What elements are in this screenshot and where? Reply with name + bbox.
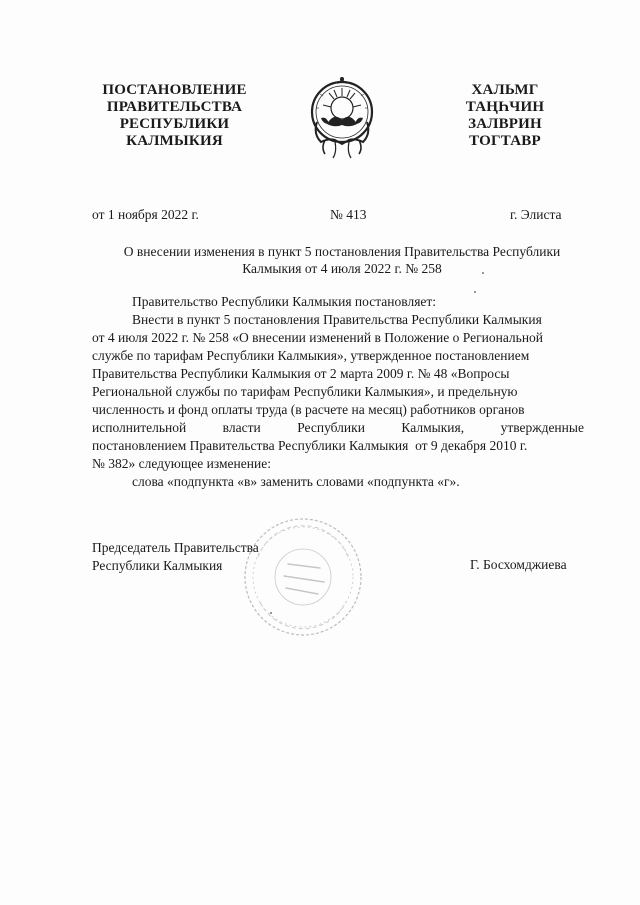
body-word: Республики: [297, 420, 365, 435]
body-text: численность и фонд оплаты труда (в расчете на месяц) работников органов: [92, 402, 525, 417]
body-text: Региональной службы по тарифам Республики Калмыкия», и предельную: [92, 384, 518, 399]
body-line: [92, 293, 584, 311]
scan-speck: [474, 291, 476, 293]
body-word: Калмыкия,: [401, 420, 465, 435]
signature-block: [92, 539, 259, 575]
body-text: Правительства Республики Калмыкия от 2 марта 2009 г. № 48 «Вопросы: [92, 366, 510, 381]
scan-speck: [270, 612, 272, 614]
office-stamp-icon: [238, 512, 368, 642]
header-right-line: ЗАЛВРИН: [468, 116, 542, 132]
body-text: Внести в пункт 5 постановления Правительства Республики Калмыкия: [132, 312, 542, 327]
body-word: власти: [222, 420, 261, 435]
body-text: № 382» следующее изменение:: [92, 456, 271, 471]
header-right-line: ТОГТАВР: [469, 133, 541, 149]
header-left-line: РЕСПУБЛИКИ: [119, 116, 230, 132]
body-line: [92, 473, 584, 491]
body-text: слова «подпункта «в» заменить словами «подпункта «г».: [132, 474, 460, 489]
body-text: от 4 июля 2022 г. № 258 «О внесении изменений в Положение о Региональной: [92, 330, 544, 345]
signer-name: Г. Босхомджиева: [470, 557, 567, 572]
body-text: Правительство Республики Калмыкия постановляет:: [132, 294, 437, 309]
document-date: от 1 ноября 2022 г.: [92, 207, 199, 222]
body-word: исполнительной: [92, 420, 187, 435]
document-body: [92, 293, 584, 491]
body-line: [92, 401, 584, 419]
header-russian-title: [92, 82, 257, 150]
signer-position-line: Республики Калмыкия: [92, 558, 223, 573]
document-meta: [0, 207, 640, 225]
body-text: постановлением Правительства Республики Калмыкия от 9 декабря 2010 г.: [92, 438, 528, 453]
header-right-line: ХАЛЬМГ: [471, 82, 539, 98]
body-line: [92, 329, 584, 347]
body-line-justified: [92, 419, 584, 437]
body-text: службе по тарифам Республики Калмыкия», утвержденное постановлением: [92, 348, 530, 363]
body-line: [92, 455, 584, 473]
body-line: [92, 437, 584, 455]
header-left-line: ПРАВИТЕЛЬСТВА: [106, 99, 243, 115]
signer-position-line: Председатель Правительства: [92, 540, 259, 555]
header-left-line: ПОСТАНОВЛЕНИЕ: [102, 82, 247, 98]
document-number: № 413: [330, 207, 367, 222]
header-kalmyk-title: [440, 82, 570, 150]
body-line: [92, 365, 584, 383]
document-title: [92, 243, 592, 277]
document-city: г. Элиста: [510, 207, 562, 222]
header-right-line: ТАҢҺЧИН: [465, 99, 545, 115]
body-line: [92, 311, 584, 329]
body-line: [92, 383, 584, 401]
scan-speck: [482, 272, 484, 274]
kalmykia-coat-of-arms-icon: [307, 72, 377, 164]
title-line: О внесении изменения в пункт 5 постановления Правительства Республики: [123, 244, 561, 259]
body-word: утвержденные: [500, 420, 584, 435]
title-line: Калмыкия от 4 июля 2022 г. № 258: [242, 261, 442, 276]
header-left-line: КАЛМЫКИЯ: [126, 133, 223, 149]
body-line: [92, 347, 584, 365]
